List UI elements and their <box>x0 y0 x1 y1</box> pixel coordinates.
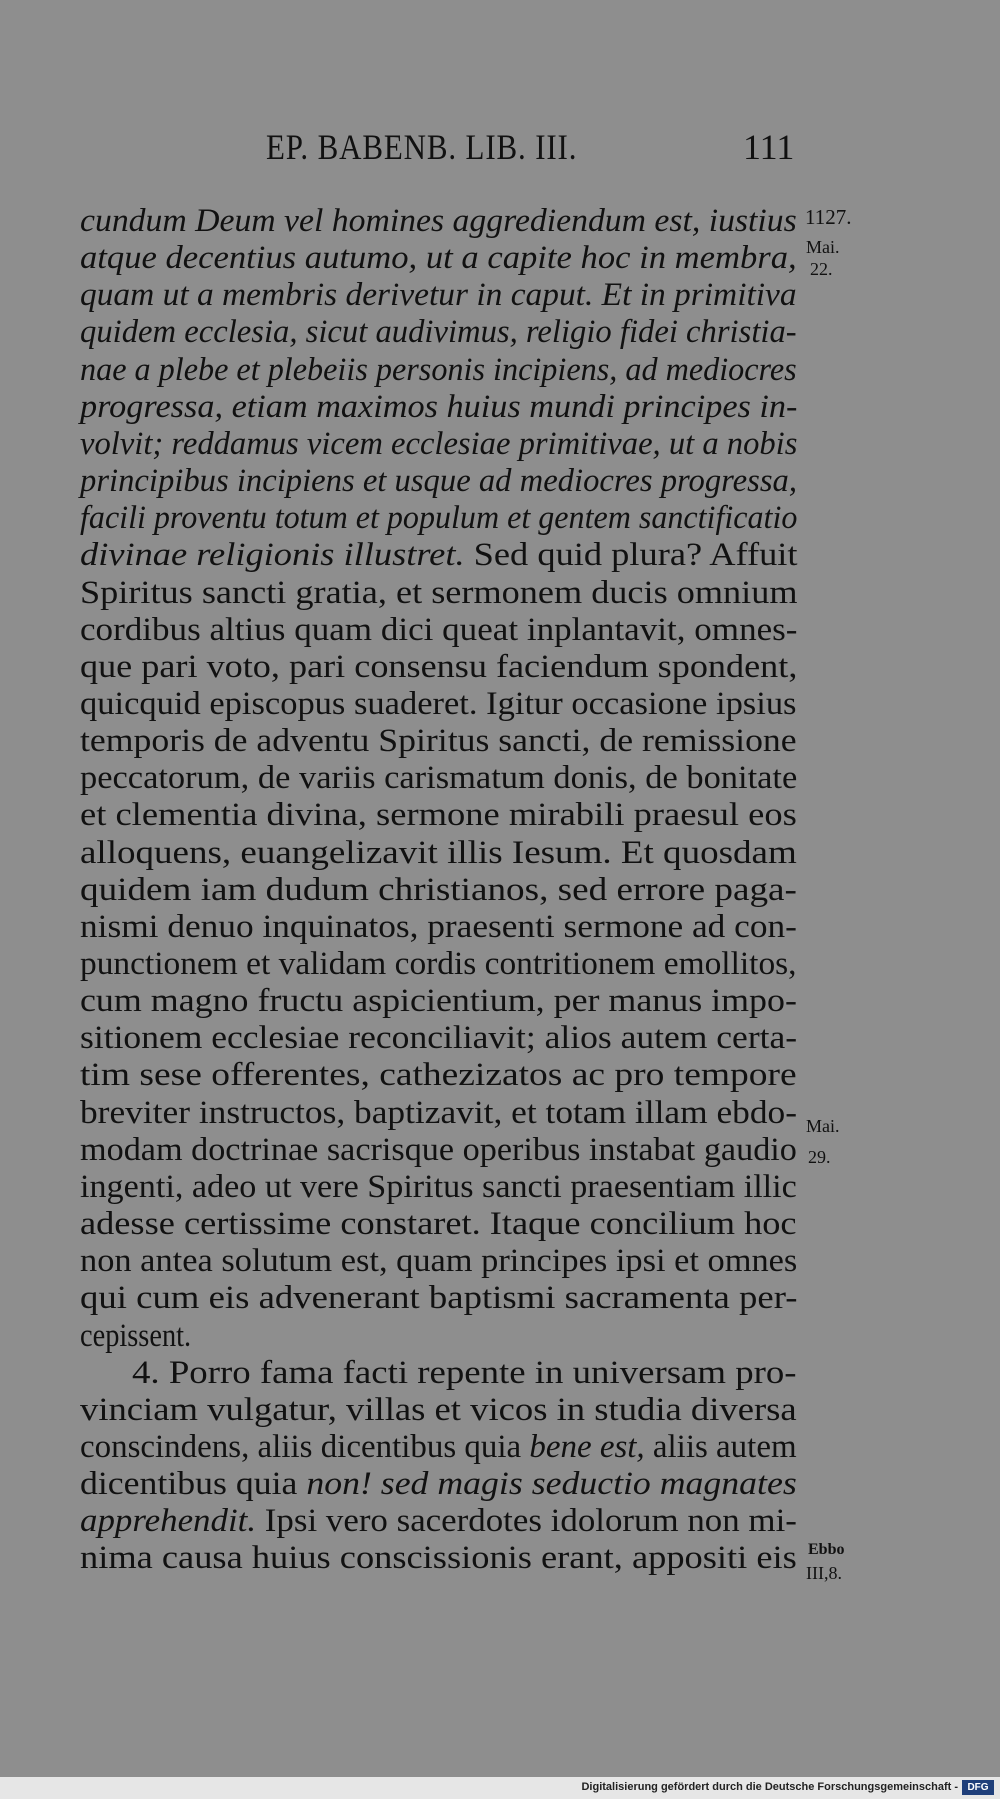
text-line <box>80 909 797 946</box>
text-line <box>80 500 797 537</box>
roman-span: adesse certissime constaret. Itaque concilium hoc <box>80 1206 797 1243</box>
roman-span: alloquens, euangelizavit illis Iesum. Et quosdam <box>80 834 797 871</box>
italic-span: non! sed magis seductio magnates <box>306 1466 797 1503</box>
italic-span: apprehendit. <box>80 1503 257 1540</box>
italic-span: volvit; reddamus vicem ecclesiae primitivae, ut a nobis <box>80 425 798 462</box>
roman-span: 4. Porro fama facti repente in universam pro- <box>132 1354 797 1391</box>
roman-span: tim sese offerentes, cathezizatos ac pro tempore <box>80 1057 797 1094</box>
roman-span: temporis de adventu Spiritus sancti, de remissione <box>80 723 797 760</box>
margin-date-day: 22. <box>810 259 833 279</box>
roman-span: quicquid episcopus suaderet. Igitur occasione ipsius <box>80 685 797 722</box>
italic-span: cundum Deum vel homines aggrediendum est, iustius <box>80 203 797 239</box>
roman-span: qui cum eis advenerant baptismi sacramenta per- <box>80 1280 798 1317</box>
text-line <box>80 277 797 314</box>
roman-span: ingenti, adeo ut vere Spiritus sancti praesentiam illic <box>80 1168 797 1205</box>
text-line <box>80 426 797 463</box>
margin-date-day-2: 29. <box>808 1147 831 1167</box>
text-line <box>80 797 797 834</box>
italic-span: atque decentius autumo, ut a capite hoc in membra, <box>80 240 797 277</box>
roman-span: dicentibus quia <box>80 1466 307 1503</box>
text-line <box>80 1243 797 1280</box>
margin-year: 1127. <box>805 205 852 229</box>
text-line <box>80 1503 797 1540</box>
text-line <box>80 872 797 909</box>
italic-span: divinae religionis illustret. <box>80 537 465 574</box>
text-line <box>80 1392 797 1429</box>
roman-span: nima causa huius conscissionis erant, appositi eis <box>80 1540 797 1577</box>
margin-date-month-2: Mai. <box>806 1116 840 1136</box>
text-line <box>80 686 796 723</box>
text-line <box>80 1020 797 1057</box>
text-line <box>80 575 798 612</box>
text-line <box>80 983 797 1020</box>
text-line <box>80 203 797 240</box>
funding-credit: Digitalisierung gefördert durch die Deutsche Forschungsgemeinschaft - <box>581 1781 958 1793</box>
text-line <box>80 389 797 426</box>
roman-span: modam doctrinae sacrisque operibus instabat gaudio <box>80 1131 797 1168</box>
page-number: 111 <box>743 127 795 167</box>
text-line <box>80 537 798 574</box>
text-line <box>80 612 797 649</box>
text-line <box>132 1355 797 1392</box>
text-line <box>80 463 797 500</box>
roman-span: conscindens, aliis dicentibus quia <box>80 1428 530 1465</box>
text-line <box>80 1318 191 1355</box>
text-line <box>80 835 797 872</box>
italic-span: quidem ecclesia, sicut audivimus, religio fidei christia- <box>80 314 797 351</box>
text-line <box>80 649 797 686</box>
roman-span: Spiritus sancti gratia, et sermonem ducis omnium <box>80 574 798 611</box>
text-line <box>80 1540 797 1577</box>
text-line <box>80 1132 797 1169</box>
roman-span: breviter instructos, baptizavit, et totam illam ebdo- <box>80 1094 797 1131</box>
text-line <box>80 1057 797 1094</box>
text-line <box>80 1429 797 1466</box>
roman-span: que pari voto, pari consensu faciendum spondent, <box>80 648 798 685</box>
footer-strip <box>0 1777 1000 1799</box>
roman-span: peccatorum, de variis carismatum donis, de bonitate <box>80 760 798 797</box>
text-line <box>80 240 797 277</box>
text-line <box>80 352 797 389</box>
running-head: EP. BABENB. LIB. III. <box>266 127 578 167</box>
text-line <box>80 314 797 351</box>
text-line <box>80 1280 797 1317</box>
margin-source-ref: Ebbo <box>808 1541 845 1558</box>
roman-span: cum magno fructu aspicientium, per manus impo- <box>80 983 797 1020</box>
roman-span: non antea solutum est, quam principes ipsi et omnes <box>80 1243 798 1280</box>
text-line <box>80 1206 797 1243</box>
roman-span: punctionem et validam cordis contritionem emollitos, <box>80 946 797 982</box>
page-header <box>0 118 1000 178</box>
roman-span: aliis autem <box>644 1428 797 1465</box>
margin-source-number: III,8. <box>806 1563 842 1583</box>
roman-span: cepissent. <box>80 1317 192 1354</box>
roman-span: et clementia divina, sermone mirabili praesul eos <box>80 797 797 834</box>
italic-span: principibus incipiens et usque ad mediocres progressa, <box>80 463 798 500</box>
roman-span: Sed quid plura? Affuit <box>464 537 798 574</box>
roman-span: cordibus altius quam dici queat inplantavit, omnes- <box>80 611 798 648</box>
roman-span: nismi denuo inquinatos, praesenti sermone ad con- <box>80 908 797 945</box>
text-line <box>80 946 797 983</box>
text-line <box>80 1095 797 1132</box>
text-line <box>80 1169 797 1206</box>
italic-span: nae a plebe et plebeiis personis incipiens, ad mediocres <box>80 351 797 388</box>
italic-span: progressa, etiam maximos huius mundi principes in- <box>80 388 798 425</box>
roman-span: vinciam vulgatur, villas et vicos in studia diversa <box>80 1391 797 1428</box>
text-line <box>80 723 797 760</box>
text-line <box>80 1466 797 1503</box>
margin-date-month: Mai. <box>806 237 840 257</box>
roman-span: quidem iam dudum christianos, sed errore paga- <box>80 871 797 908</box>
italic-span: quam ut a membris derivetur in caput. Et in primitiva <box>80 277 797 314</box>
dfg-logo: DFG <box>962 1780 994 1795</box>
text-line <box>80 760 797 797</box>
roman-span: Ipsi vero sacerdotes idolorum non mi- <box>256 1503 797 1540</box>
roman-span: sitionem ecclesiae reconciliavit; alios autem certa- <box>80 1020 798 1057</box>
italic-span: facili proventu totum et populum et gentem sanctificatio <box>80 500 798 537</box>
italic-span: bene est, <box>529 1428 645 1465</box>
